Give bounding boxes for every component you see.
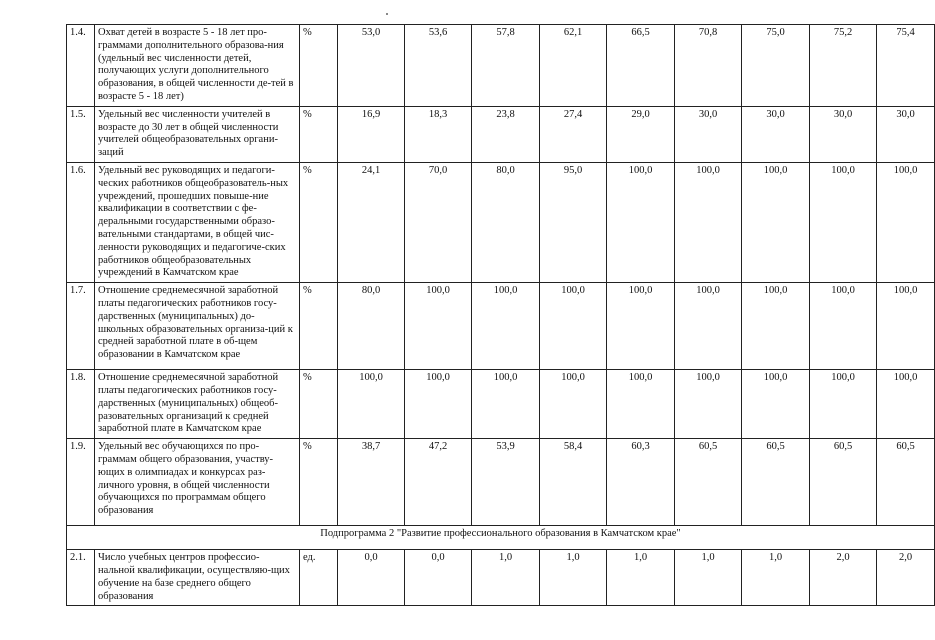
value-cell: 60,5 [810, 439, 877, 526]
value-cell: 75,4 [877, 25, 935, 107]
indicator-description: Охват детей в возрасте 5 - 18 лет про-граммами дополнительного образова-ния (удельный вес численности детей, получающих услуги дополнительного образования, в общей численности де-тей в возрасте 5 - 18 лет) [95, 25, 300, 107]
unit-cell: % [300, 162, 338, 282]
value-cell: 70,0 [405, 162, 472, 282]
table-row [67, 106, 935, 162]
value-cell: 100,0 [877, 162, 935, 282]
value-cell: 18,3 [405, 106, 472, 162]
value-cell: 60,5 [877, 439, 935, 526]
value-cell: 27,4 [540, 106, 607, 162]
unit-cell: % [300, 370, 338, 439]
indicator-description: Удельный вес обучающихся по про-граммам общего образования, участву-ющих в олимпиадах и конкурсах раз-личного уровня, в общей численности обучающихся по программам общего образования [95, 439, 300, 526]
value-cell: 58,4 [540, 439, 607, 526]
value-cell: 80,0 [338, 283, 405, 370]
value-cell: 1,0 [540, 550, 607, 606]
unit-cell: % [300, 25, 338, 107]
value-cell: 100,0 [810, 162, 877, 282]
value-cell: 66,5 [607, 25, 675, 107]
value-cell: 100,0 [877, 370, 935, 439]
unit-cell: % [300, 439, 338, 526]
indicator-description: Удельный вес руководящих и педагоги-ческих работников общеобразователь-ных учреждений, прошедших повыше-ние квалификации в соответствии с фе-деральными государственными образо-вательными стандартами, в общей чис-ленности руководящих и педагогиче-ских работников общеобразовательных учреждений в Камчатском крае [95, 162, 300, 282]
row-number: 1.7. [67, 283, 95, 370]
value-cell: 100,0 [742, 370, 810, 439]
value-cell: 23,8 [472, 106, 540, 162]
value-cell: 100,0 [742, 162, 810, 282]
value-cell: 2,0 [810, 550, 877, 606]
value-cell: 100,0 [405, 283, 472, 370]
value-cell: 80,0 [472, 162, 540, 282]
row-number: 1.9. [67, 439, 95, 526]
value-cell: 100,0 [472, 370, 540, 439]
value-cell: 100,0 [675, 283, 742, 370]
table-row [67, 370, 935, 439]
value-cell: 60,5 [742, 439, 810, 526]
value-cell: 95,0 [540, 162, 607, 282]
row-number: 2.1. [67, 550, 95, 606]
value-cell: 60,5 [675, 439, 742, 526]
row-number: 1.8. [67, 370, 95, 439]
value-cell: 100,0 [472, 283, 540, 370]
table-row [67, 439, 935, 526]
value-cell: 47,2 [405, 439, 472, 526]
table-row [67, 25, 935, 107]
value-cell: 100,0 [607, 162, 675, 282]
indicator-description: Число учебных центров профессио-нальной квалификации, осуществляю-щих обучение на базе среднего общего образования [95, 550, 300, 606]
value-cell: 53,6 [405, 25, 472, 107]
indicator-description: Отношение среднемесячной заработной платы педагогических работников госу-дарственных (муниципальных) общеоб-разовательных организаций к средней заработной плате в Камчатском крае [95, 370, 300, 439]
value-cell: 1,0 [675, 550, 742, 606]
value-cell: 24,1 [338, 162, 405, 282]
value-cell: 0,0 [338, 550, 405, 606]
value-cell: 100,0 [338, 370, 405, 439]
unit-cell: ед. [300, 550, 338, 606]
value-cell: 75,2 [810, 25, 877, 107]
value-cell: 70,8 [675, 25, 742, 107]
table-row [67, 162, 935, 282]
value-cell: 62,1 [540, 25, 607, 107]
value-cell: 1,0 [472, 550, 540, 606]
value-cell: 30,0 [675, 106, 742, 162]
value-cell: 2,0 [877, 550, 935, 606]
value-cell: 57,8 [472, 25, 540, 107]
unit-cell: % [300, 106, 338, 162]
value-cell: 100,0 [810, 283, 877, 370]
value-cell: 53,0 [338, 25, 405, 107]
table-row [67, 550, 935, 606]
indicators-table [66, 24, 935, 606]
value-cell: 38,7 [338, 439, 405, 526]
table-row [67, 283, 935, 370]
value-cell: 29,0 [607, 106, 675, 162]
value-cell: 100,0 [675, 370, 742, 439]
value-cell: 53,9 [472, 439, 540, 526]
unit-cell: % [300, 283, 338, 370]
row-number: 1.4. [67, 25, 95, 107]
subprogram-row [67, 526, 935, 550]
row-number: 1.5. [67, 106, 95, 162]
subprogram-title: Подпрограмма 2 "Развитие профессионального образования в Камчатском крае" [67, 526, 935, 550]
value-cell: 16,9 [338, 106, 405, 162]
value-cell: 100,0 [810, 370, 877, 439]
value-cell: 100,0 [607, 370, 675, 439]
row-number: 1.6. [67, 162, 95, 282]
indicator-description: Отношение среднемесячной заработной платы педагогических работников госу-дарственных (муниципальных) до-школьных образовательных организа-ций к средней заработной плате в об-щем образовании в Камчатском крае [95, 283, 300, 370]
value-cell: 60,3 [607, 439, 675, 526]
value-cell: 75,0 [742, 25, 810, 107]
value-cell: 100,0 [405, 370, 472, 439]
value-cell: 100,0 [877, 283, 935, 370]
value-cell: 30,0 [810, 106, 877, 162]
value-cell: 30,0 [742, 106, 810, 162]
value-cell: 100,0 [607, 283, 675, 370]
value-cell: 100,0 [675, 162, 742, 282]
value-cell: 1,0 [607, 550, 675, 606]
value-cell: 0,0 [405, 550, 472, 606]
value-cell: 100,0 [540, 370, 607, 439]
indicator-description: Удельный вес численности учителей в возрасте до 30 лет в общей численности учителей общеобразовательных органи-заций [95, 106, 300, 162]
value-cell: 100,0 [540, 283, 607, 370]
value-cell: 100,0 [742, 283, 810, 370]
scan-speck [386, 13, 388, 15]
value-cell: 30,0 [877, 106, 935, 162]
value-cell: 1,0 [742, 550, 810, 606]
